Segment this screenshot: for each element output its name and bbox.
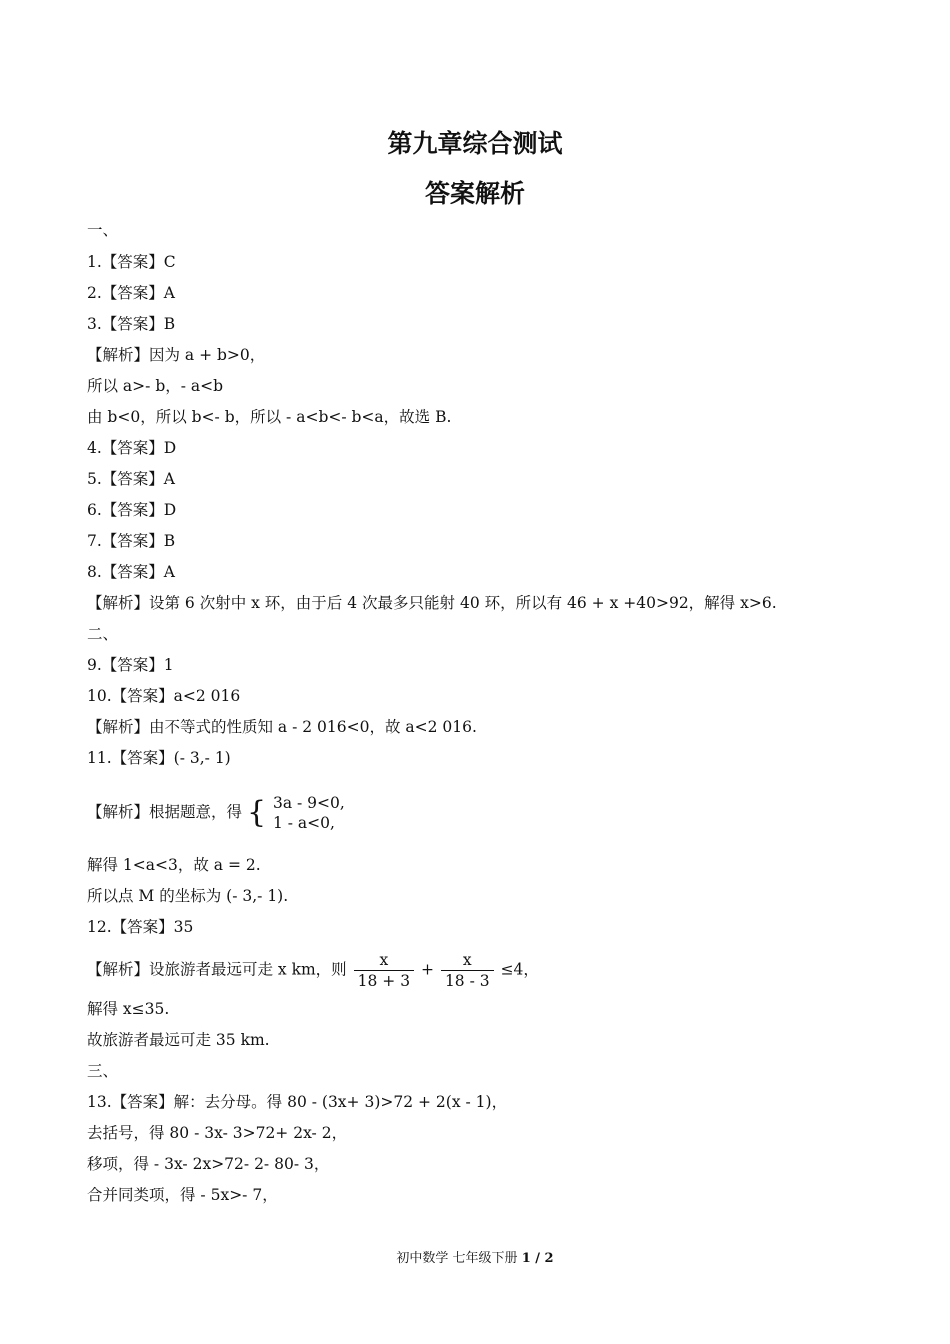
system-prefix: 【解析】根据题意，得	[87, 803, 243, 821]
answer-line: 11.【答案】(- 3,- 1)	[87, 749, 231, 767]
fraction-2	[441, 950, 494, 991]
analysis-system-line	[87, 793, 345, 833]
answer-line: 【解析】因为 a + b>0，	[87, 346, 266, 364]
page-footer	[0, 1247, 950, 1266]
answer-line: 8.【答案】A	[87, 563, 175, 581]
fraction-1	[354, 950, 414, 991]
answer-line: 4.【答案】D	[87, 439, 177, 457]
page-number: 1 / 2	[521, 1251, 554, 1266]
footer-text: 初中数学 七年级下册	[396, 1251, 518, 1266]
brace-icon: {	[246, 795, 267, 830]
answer-line: 【解析】设第 6 次射中 x 环，由于后 4 次最多只能射 40 环，所以有 46 + x +40>92，解得 x>6.	[87, 594, 777, 612]
page-subtitle: 答案解析	[424, 179, 525, 208]
answer-line: 5.【答案】A	[87, 470, 175, 488]
fraction-prefix: 【解析】设旅游者最远可走 x km，则	[87, 960, 347, 979]
answer-line: 【解析】由不等式的性质知 a - 2 016<0，故 a<2 016.	[87, 718, 477, 736]
answer-line: 所以 a>- b，- a<b	[87, 377, 224, 395]
answer-line: 7.【答案】B	[87, 532, 176, 550]
answer-line: 2.【答案】A	[87, 284, 175, 302]
answer-line: 12.【答案】35	[87, 918, 194, 936]
section-heading: 三、	[87, 1062, 119, 1080]
answer-line: 9.【答案】1	[87, 656, 174, 674]
answer-line: 1.【答案】C	[87, 253, 176, 271]
system-eq-1: 3a - 9<0,	[272, 794, 345, 812]
answer-line: 13.【答案】解：去分母。得 80 - (3x+ 3)>72 + 2(x - 1)，	[87, 1093, 508, 1111]
page-title: 第九章综合测试	[387, 129, 563, 158]
section-heading: 一、	[87, 221, 119, 239]
answer-line: 解得 1<a<3，故 a = 2.	[87, 856, 261, 874]
fraction-1-denominator: 18 + 3	[357, 972, 411, 990]
analysis-fraction-line	[87, 950, 539, 991]
answer-line: 故旅游者最远可走 35 km.	[87, 1031, 270, 1049]
answer-line: 由 b<0，所以 b<- b，所以 - a<b<- b<a，故选 B.	[87, 408, 452, 426]
answer-line: 6.【答案】D	[87, 501, 177, 519]
fraction-suffix: ≤4，	[500, 960, 539, 979]
equation-system	[247, 793, 345, 833]
system-eq-2: 1 - a<0,	[272, 814, 335, 832]
answer-line: 去括号，得 80 - 3x- 3>72+ 2x- 2，	[87, 1124, 348, 1142]
answer-line: 3.【答案】B	[87, 315, 176, 333]
answer-line: 移项，得 - 3x- 2x>72- 2- 80- 3，	[87, 1155, 330, 1173]
fraction-1-numerator: x	[354, 950, 414, 971]
plus-sign: +	[421, 960, 434, 979]
fraction-2-denominator: 18 - 3	[444, 972, 490, 990]
section-heading: 二、	[87, 625, 119, 643]
answer-line: 10.【答案】a<2 016	[87, 687, 241, 705]
answer-line: 解得 x≤35.	[87, 1000, 170, 1018]
answer-line: 所以点 M 的坐标为 (- 3,- 1).	[87, 887, 289, 905]
fraction-2-numerator: x	[441, 950, 494, 971]
answer-line: 合并同类项，得 - 5x>- 7，	[87, 1186, 278, 1204]
